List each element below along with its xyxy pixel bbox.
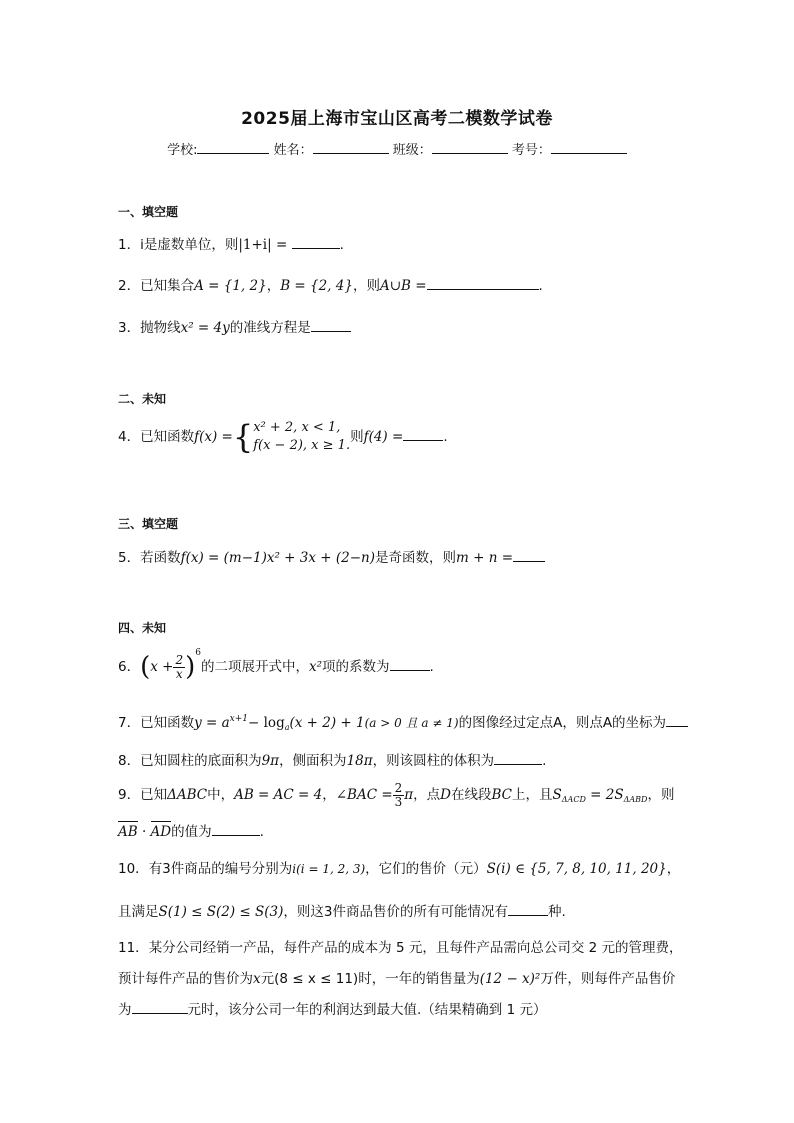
question-number: 10． — [118, 861, 149, 877]
question-number: 2． — [118, 278, 141, 294]
section-heading: 三、填空题 — [118, 517, 179, 531]
section-heading: 二、未知 — [118, 392, 167, 406]
answer-blank[interactable] — [508, 903, 548, 916]
math-expr: f(x) = — [194, 429, 233, 445]
math-expr: B = {2, 4} — [280, 278, 353, 294]
question-9: 9．已知ΔABC中，AB = AC = 4，∠BAC = $\frac{2}{3}$ π，点D在线段BC上，且$S_{\Delta ACD} = 2S_{\Delta ABD}$，则 — [118, 781, 675, 809]
answer-blank[interactable] — [311, 319, 351, 332]
section-heading: 四、未知 — [118, 621, 167, 635]
question-8: 8．已知圆柱的底面积为9π，侧面积为18π，则该圆柱的体积为 . — [118, 753, 547, 769]
question-number: 9． — [118, 787, 141, 804]
answer-blank[interactable] — [132, 1001, 188, 1014]
question-number: 1． — [118, 237, 141, 253]
section-heading: 一、填空题 — [118, 205, 179, 219]
answer-blank[interactable] — [292, 236, 340, 249]
vector-ad: AD — [150, 824, 172, 840]
question-6: 6．(x + $\frac{2}{x}$ )$^6$的二项展开式中，x²项的系数为 . — [118, 648, 434, 682]
math-expr: A∪B = — [379, 278, 427, 294]
math-expr: x² = 4y — [180, 320, 230, 336]
question-11: 11．某分公司经销一产品，每件产品的成本为 5 元，且每件产品需向总公司交 2 元的管理费， — [118, 940, 683, 956]
answer-blank[interactable] — [513, 549, 545, 562]
answer-blank[interactable] — [403, 428, 443, 441]
class-label: 班级： — [392, 143, 432, 158]
vector-ab: AB — [118, 824, 138, 840]
math-expr: A = {1, 2} — [194, 278, 267, 294]
math-expr: f(x) = (m−1)x² + 3x + (2−n) — [180, 550, 376, 566]
math-expr: x² — [309, 659, 323, 675]
question-number: 5． — [118, 550, 141, 566]
exam-no-label: 考号： — [511, 143, 551, 158]
math-expr: m + n = — [456, 550, 514, 566]
question-1: 1．i是虚数单位，则|1+i| = . — [118, 237, 344, 253]
student-info-line — [0, 139, 794, 158]
school-label: 学校: — [167, 143, 198, 158]
fraction: $\frac{2}{3}$ — [394, 781, 403, 809]
question-2: 2．已知集合A = {1, 2}，B = {2, 4}，则A∪B = . — [118, 278, 543, 294]
brace-symbol: { — [232, 418, 254, 456]
answer-blank[interactable] — [390, 658, 430, 671]
school-blank[interactable] — [197, 141, 269, 154]
fraction: $\frac{2}{x}$ — [175, 652, 184, 681]
question-7: 7．已知函数$y = a^{x+1}- \log_a(x + 2) + 1(a > 0$ 且 a ≠ 1)的图像经过定点A，则点A的坐标为 — [118, 711, 688, 732]
exam-no-blank[interactable] — [551, 141, 627, 154]
math-expr: |1+i| — [238, 237, 272, 253]
name-label: 姓名： — [273, 143, 313, 158]
question-number: 3． — [118, 320, 141, 336]
question-10: 10．有3件商品的编号分别为i(i = 1, 2, 3)，它们的售价（元）S(i) ∈ {5, 7, 8, 10, 11, 20}， — [118, 861, 681, 877]
question-10-continued: 且满足S(1) ≤ S(2) ≤ S(3)，则这3件商品售价的所有可能情况有 种. — [118, 904, 566, 920]
math-expr: f(4) = — [363, 429, 404, 445]
question-number: 7． — [118, 715, 141, 731]
question-number: 6． — [118, 659, 141, 675]
answer-blank[interactable] — [666, 714, 688, 727]
question-number: 11． — [118, 940, 149, 956]
question-11-line-2: 预计每件产品的售价为x元(8 ≤ x ≤ 11)时，一年的销售量为(12 − x)²万件，则每件产品售价 — [118, 971, 676, 987]
question-5: 5．若函数f(x) = (m−1)x² + 3x + (2−n)是奇函数，则m + n = — [118, 546, 545, 566]
name-blank[interactable] — [313, 141, 389, 154]
piecewise-cases: x² + 2, x < 1, f(x − 2), x ≥ 1. — [253, 420, 351, 453]
question-number: 8． — [118, 753, 141, 769]
question-11-line-3: 为 元时，该分公司一年的利润达到最大值.（结果精确到 1 元） — [118, 1002, 547, 1018]
question-9-continued: AB · AD的值为 . — [118, 824, 264, 840]
question-4: 4．已知函数f(x) ={ x² + 2, x < 1, f(x − 2), x ≥ 1. 则f(4) = . — [118, 418, 448, 456]
question-3: 3．抛物线x² = 4y的准线方程是 — [118, 316, 351, 336]
answer-blank[interactable] — [494, 752, 542, 765]
question-number: 4． — [118, 429, 141, 445]
class-blank[interactable] — [432, 141, 508, 154]
page-title: 2025届上海市宝山区高考二模数学试卷 — [241, 109, 553, 129]
answer-blank[interactable] — [427, 277, 539, 290]
answer-blank[interactable] — [212, 823, 260, 836]
